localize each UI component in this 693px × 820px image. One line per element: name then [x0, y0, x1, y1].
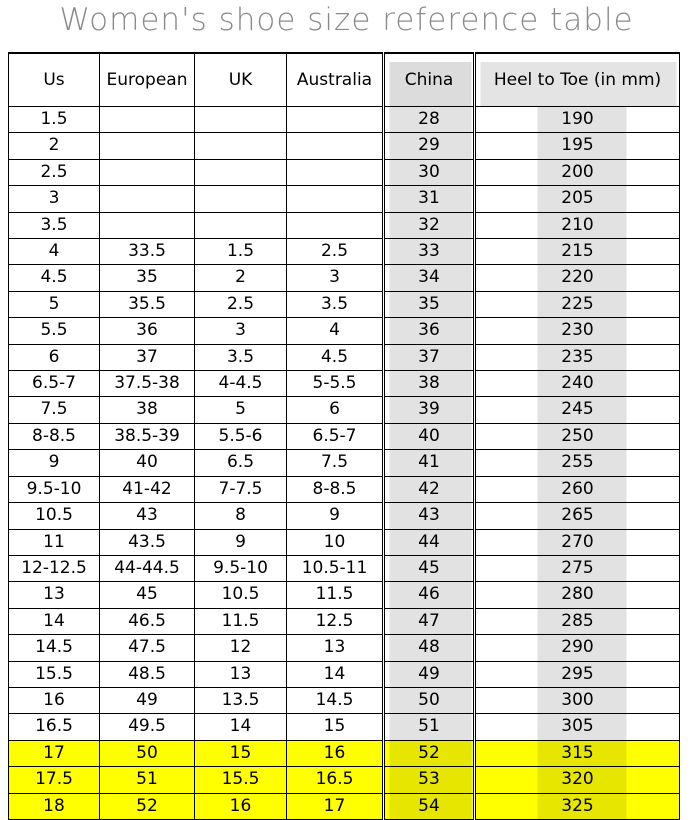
cell-australia: 7.5	[287, 450, 384, 476]
cell-us: 18	[9, 793, 100, 819]
cell-us: 2	[9, 133, 100, 159]
cell-uk: 3.5	[195, 344, 287, 370]
cell-us: 9.5-10	[9, 476, 100, 502]
table-row	[9, 608, 680, 634]
cell-china: 39	[384, 397, 475, 423]
cell-china: 31	[384, 186, 475, 212]
cell-heel-to-toe: 270	[475, 529, 680, 555]
cell-uk: 11.5	[195, 608, 287, 634]
cell-china: 35	[384, 291, 475, 317]
cell-uk: 6.5	[195, 450, 287, 476]
cell-european	[100, 186, 195, 212]
table-row	[9, 450, 680, 476]
cell-european: 49	[100, 687, 195, 713]
table-row	[9, 371, 680, 397]
table-row	[9, 344, 680, 370]
cell-uk: 5.5-6	[195, 423, 287, 449]
cell-heel-to-toe: 210	[475, 212, 680, 238]
cell-uk: 13	[195, 661, 287, 687]
cell-european: 43	[100, 503, 195, 529]
cell-china: 49	[384, 661, 475, 687]
cell-australia: 14	[287, 661, 384, 687]
cell-uk	[195, 107, 287, 133]
cell-china: 45	[384, 555, 475, 581]
cell-australia: 16.5	[287, 767, 384, 793]
table-row	[9, 529, 680, 555]
column-header-heel-to-toe: Heel to Toe (in mm)	[475, 53, 680, 107]
table-row	[9, 397, 680, 423]
table-row	[9, 291, 680, 317]
cell-australia: 14.5	[287, 687, 384, 713]
cell-heel-to-toe: 255	[475, 450, 680, 476]
cell-australia: 15	[287, 714, 384, 740]
cell-heel-to-toe: 205	[475, 186, 680, 212]
cell-us: 3.5	[9, 212, 100, 238]
cell-heel-to-toe: 235	[475, 344, 680, 370]
cell-uk: 3	[195, 318, 287, 344]
cell-us: 8-8.5	[9, 423, 100, 449]
cell-heel-to-toe: 215	[475, 239, 680, 265]
cell-us: 3	[9, 186, 100, 212]
cell-heel-to-toe: 275	[475, 555, 680, 581]
column-header-china: China	[384, 53, 475, 107]
cell-china: 52	[384, 740, 475, 766]
cell-european: 49.5	[100, 714, 195, 740]
cell-heel-to-toe: 315	[475, 740, 680, 766]
cell-australia	[287, 107, 384, 133]
table-row	[9, 265, 680, 291]
table-row	[9, 687, 680, 713]
cell-australia: 4.5	[287, 344, 384, 370]
cell-heel-to-toe: 225	[475, 291, 680, 317]
table-row	[9, 582, 680, 608]
cell-uk	[195, 159, 287, 185]
cell-uk: 2.5	[195, 291, 287, 317]
cell-european: 37	[100, 344, 195, 370]
cell-australia: 9	[287, 503, 384, 529]
cell-european: 41-42	[100, 476, 195, 502]
cell-european: 44-44.5	[100, 555, 195, 581]
table-row	[9, 555, 680, 581]
cell-european: 38	[100, 397, 195, 423]
cell-european: 36	[100, 318, 195, 344]
cell-heel-to-toe: 190	[475, 107, 680, 133]
cell-heel-to-toe: 290	[475, 635, 680, 661]
cell-uk: 4-4.5	[195, 371, 287, 397]
cell-european: 46.5	[100, 608, 195, 634]
table-body	[9, 107, 680, 820]
cell-european: 33.5	[100, 239, 195, 265]
cell-heel-to-toe: 260	[475, 476, 680, 502]
table-row	[9, 239, 680, 265]
cell-australia	[287, 186, 384, 212]
cell-australia: 17	[287, 793, 384, 819]
cell-us: 12-12.5	[9, 555, 100, 581]
cell-heel-to-toe: 240	[475, 371, 680, 397]
cell-heel-to-toe: 265	[475, 503, 680, 529]
cell-china: 46	[384, 582, 475, 608]
cell-uk: 16	[195, 793, 287, 819]
cell-australia	[287, 133, 384, 159]
cell-european	[100, 212, 195, 238]
table-row	[9, 635, 680, 661]
cell-china: 47	[384, 608, 475, 634]
cell-us: 16.5	[9, 714, 100, 740]
cell-australia: 10.5-11	[287, 555, 384, 581]
cell-heel-to-toe: 300	[475, 687, 680, 713]
cell-european: 37.5-38	[100, 371, 195, 397]
cell-china: 42	[384, 476, 475, 502]
cell-us: 6.5-7	[9, 371, 100, 397]
cell-uk	[195, 212, 287, 238]
cell-australia: 13	[287, 635, 384, 661]
cell-us: 11	[9, 529, 100, 555]
cell-australia: 4	[287, 318, 384, 344]
cell-heel-to-toe: 285	[475, 608, 680, 634]
cell-china: 54	[384, 793, 475, 819]
column-header-australia: Australia	[287, 53, 384, 107]
cell-china: 48	[384, 635, 475, 661]
table-row	[9, 212, 680, 238]
cell-uk: 14	[195, 714, 287, 740]
table-row	[9, 740, 680, 766]
cell-heel-to-toe: 250	[475, 423, 680, 449]
cell-china: 44	[384, 529, 475, 555]
cell-heel-to-toe: 220	[475, 265, 680, 291]
cell-us: 4.5	[9, 265, 100, 291]
table-row	[9, 423, 680, 449]
cell-uk: 13.5	[195, 687, 287, 713]
table-row	[9, 186, 680, 212]
table-row	[9, 159, 680, 185]
cell-uk: 15	[195, 740, 287, 766]
cell-us: 4	[9, 239, 100, 265]
cell-european: 47.5	[100, 635, 195, 661]
table-row	[9, 714, 680, 740]
cell-european: 43.5	[100, 529, 195, 555]
cell-uk: 9.5-10	[195, 555, 287, 581]
cell-china: 50	[384, 687, 475, 713]
table-row	[9, 503, 680, 529]
cell-australia: 5-5.5	[287, 371, 384, 397]
cell-us: 9	[9, 450, 100, 476]
cell-european	[100, 133, 195, 159]
cell-heel-to-toe: 195	[475, 133, 680, 159]
cell-uk: 9	[195, 529, 287, 555]
cell-us: 5	[9, 291, 100, 317]
cell-china: 40	[384, 423, 475, 449]
cell-us: 10.5	[9, 503, 100, 529]
cell-australia: 3.5	[287, 291, 384, 317]
cell-us: 16	[9, 687, 100, 713]
cell-uk: 12	[195, 635, 287, 661]
cell-uk: 1.5	[195, 239, 287, 265]
cell-china: 33	[384, 239, 475, 265]
cell-us: 7.5	[9, 397, 100, 423]
cell-uk: 7-7.5	[195, 476, 287, 502]
table-row	[9, 318, 680, 344]
cell-heel-to-toe: 245	[475, 397, 680, 423]
cell-european: 35.5	[100, 291, 195, 317]
cell-european: 40	[100, 450, 195, 476]
cell-heel-to-toe: 200	[475, 159, 680, 185]
cell-australia: 16	[287, 740, 384, 766]
table-row	[9, 767, 680, 793]
table-row	[9, 476, 680, 502]
cell-china: 43	[384, 503, 475, 529]
cell-china: 32	[384, 212, 475, 238]
cell-european: 35	[100, 265, 195, 291]
cell-european: 51	[100, 767, 195, 793]
header-row	[9, 53, 680, 107]
cell-uk: 15.5	[195, 767, 287, 793]
cell-australia: 2.5	[287, 239, 384, 265]
cell-us: 14	[9, 608, 100, 634]
cell-china: 41	[384, 450, 475, 476]
cell-us: 5.5	[9, 318, 100, 344]
column-header-european: European	[100, 53, 195, 107]
cell-uk	[195, 133, 287, 159]
cell-australia: 8-8.5	[287, 476, 384, 502]
cell-uk: 8	[195, 503, 287, 529]
cell-us: 14.5	[9, 635, 100, 661]
cell-uk: 5	[195, 397, 287, 423]
cell-australia: 12.5	[287, 608, 384, 634]
cell-china: 30	[384, 159, 475, 185]
cell-china: 36	[384, 318, 475, 344]
cell-australia: 10	[287, 529, 384, 555]
cell-uk: 2	[195, 265, 287, 291]
cell-china: 38	[384, 371, 475, 397]
table-row	[9, 661, 680, 687]
column-header-us: Us	[9, 53, 100, 107]
cell-european: 48.5	[100, 661, 195, 687]
cell-china: 28	[384, 107, 475, 133]
cell-heel-to-toe: 230	[475, 318, 680, 344]
cell-australia	[287, 212, 384, 238]
cell-china: 29	[384, 133, 475, 159]
cell-us: 13	[9, 582, 100, 608]
cell-heel-to-toe: 280	[475, 582, 680, 608]
page-title: Women's shoe size reference table	[59, 2, 634, 38]
size-table-container	[8, 52, 679, 820]
cell-china: 51	[384, 714, 475, 740]
cell-european: 38.5-39	[100, 423, 195, 449]
cell-us: 1.5	[9, 107, 100, 133]
cell-us: 17.5	[9, 767, 100, 793]
cell-uk	[195, 186, 287, 212]
table-row	[9, 107, 680, 133]
cell-australia: 11.5	[287, 582, 384, 608]
cell-heel-to-toe: 305	[475, 714, 680, 740]
size-reference-table	[8, 52, 680, 820]
column-header-uk: UK	[195, 53, 287, 107]
table-row	[9, 133, 680, 159]
cell-heel-to-toe: 295	[475, 661, 680, 687]
cell-australia	[287, 159, 384, 185]
cell-australia: 6.5-7	[287, 423, 384, 449]
cell-china: 34	[384, 265, 475, 291]
cell-us: 15.5	[9, 661, 100, 687]
cell-us: 6	[9, 344, 100, 370]
cell-european	[100, 159, 195, 185]
cell-australia: 6	[287, 397, 384, 423]
table-row	[9, 793, 680, 819]
cell-heel-to-toe: 320	[475, 767, 680, 793]
cell-european: 45	[100, 582, 195, 608]
cell-china: 53	[384, 767, 475, 793]
cell-uk: 10.5	[195, 582, 287, 608]
cell-european: 52	[100, 793, 195, 819]
cell-heel-to-toe: 325	[475, 793, 680, 819]
cell-european	[100, 107, 195, 133]
cell-china: 37	[384, 344, 475, 370]
cell-australia: 3	[287, 265, 384, 291]
cell-european: 50	[100, 740, 195, 766]
cell-us: 2.5	[9, 159, 100, 185]
cell-us: 17	[9, 740, 100, 766]
